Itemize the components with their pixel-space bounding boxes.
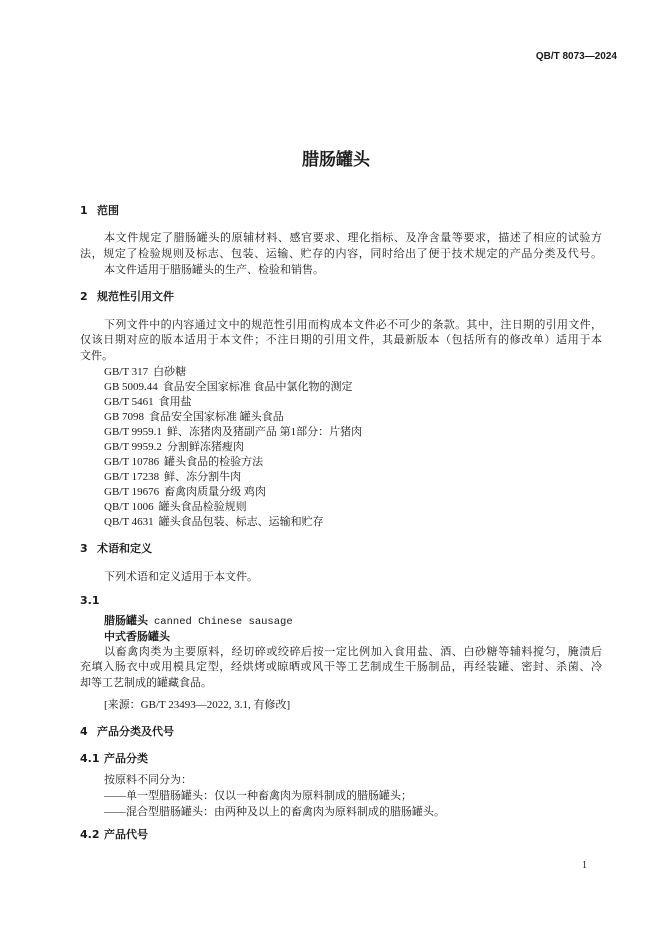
section-number: 2	[80, 290, 88, 303]
reference-item	[104, 364, 602, 380]
paragraph-line: 下列文件中的内容通过文中的规范性引用而构成本文件必不可少的条款。其中，注日期的引用文件，	[104, 319, 602, 331]
standard-number: QB/T 8073—2024	[535, 51, 617, 62]
paragraph-line: 文件。	[80, 350, 113, 362]
section-number: 3	[80, 542, 88, 555]
reference-title: 罐头食品的检验方法	[164, 456, 264, 468]
reference-title: 分割鲜冻猪瘦肉	[166, 441, 244, 453]
reference-item	[104, 439, 602, 455]
reference-code: GB/T 9959.1	[104, 426, 162, 438]
term-line	[104, 613, 602, 630]
reference-code: GB 7098	[104, 411, 145, 423]
section-title: 产品分类及代号	[97, 725, 174, 738]
section-heading-terms	[80, 541, 152, 557]
reference-item	[104, 484, 602, 500]
page-number: 1	[582, 860, 587, 871]
subsection-heading-product-code	[80, 827, 148, 843]
paragraph-line: 下列术语和定义适用于本文件。	[104, 571, 258, 583]
reference-title: 白砂糖	[153, 366, 187, 378]
reference-title: 畜禽肉质量分级 鸡肉	[164, 486, 266, 498]
reference-title: 罐头食品包装、标志、运输和贮存	[158, 516, 324, 528]
reference-item	[104, 469, 602, 485]
subsection-heading-classification	[80, 751, 148, 767]
definition-line: 却等工艺制成的罐藏食品。	[80, 677, 212, 689]
section-number: 4	[80, 725, 88, 738]
paragraph-line: 按原料不同分为：	[104, 774, 192, 786]
definition-line: 以畜禽肉类为主要原料，经切碎或绞碎后按一定比例加入食用盐、酒、白砂糖等辅料搅匀，腌渍后	[104, 646, 602, 658]
reference-code: GB/T 10786	[104, 456, 160, 468]
term-en: canned Chinese sausage	[154, 616, 293, 628]
reference-title: 食品安全国家标准 罐头食品	[149, 411, 284, 423]
paragraph-line: 仅该日期对应的版本适用于本文件；不注日期的引用文件，其最新版本（包括所有的修改单）适用于本	[80, 334, 602, 346]
reference-code: QB/T 1006	[104, 501, 154, 513]
reference-item	[104, 409, 602, 425]
reference-item	[104, 499, 602, 515]
classification-item: ——单一型腊肠罐头：仅以一种畜禽肉为原料制成的腊肠罐头；	[104, 790, 412, 802]
reference-item	[104, 514, 602, 530]
reference-title: 食用盐	[158, 396, 192, 408]
reference-title: 罐头食品检验规则	[158, 501, 247, 513]
reference-code: GB/T 17238	[104, 471, 160, 483]
reference-code: GB/T 19676	[104, 486, 160, 498]
paragraph-line: 法，规定了检验规则及标志、包装、运输、贮存的内容，同时给出了便于技术规定的产品分类及代号。	[80, 248, 602, 260]
reference-title: 食品安全国家标准 食品中氯化物的测定	[162, 381, 353, 393]
definition-line: 充填入肠衣中或用模具定型，经烘烤或晾晒或风干等工艺制成生干肠制品，再经装罐、密封、杀菌、冷	[80, 661, 602, 673]
paragraph-line: 本文件适用于腊肠罐头的生产、检验和销售。	[104, 264, 324, 276]
reference-code: QB/T 4631	[104, 516, 154, 528]
section-heading-classification	[80, 724, 174, 740]
section-heading-references	[80, 289, 174, 305]
section-number: 1	[80, 204, 88, 217]
reference-item	[104, 424, 602, 440]
term-zh: 腊肠罐头	[104, 614, 148, 627]
reference-item	[104, 394, 602, 410]
reference-item	[104, 454, 602, 470]
subsection-number: 4.2	[80, 828, 100, 841]
document-title: 腊肠罐头	[302, 150, 370, 170]
reference-code: GB/T 9959.2	[104, 441, 162, 453]
term-entry-number: 3.1	[80, 594, 100, 607]
section-title: 术语和定义	[97, 542, 152, 555]
reference-code: GB/T 317	[104, 366, 149, 378]
reference-code: GB/T 5461	[104, 396, 154, 408]
reference-title: 鲜、冻猪肉及猪副产品 第1部分：片猪肉	[166, 426, 363, 438]
reference-code: GB 5009.44	[104, 381, 158, 393]
term-source: [来源：GB/T 23493—2022, 3.1, 有修改]	[104, 699, 291, 711]
subsection-number: 4.1	[80, 752, 100, 765]
subsection-title: 产品代号	[104, 828, 148, 841]
reference-item	[104, 379, 602, 395]
paragraph-line: 本文件规定了腊肠罐头的原辅材料、感官要求、理化指标、及净含量等要求，描述了相应的试验方	[104, 232, 602, 244]
subsection-title: 产品分类	[104, 752, 148, 765]
reference-title: 鲜、冻分割牛肉	[164, 471, 242, 483]
section-heading-scope	[80, 203, 119, 219]
term-synonym: 中式香肠罐头	[104, 630, 170, 643]
section-title: 范围	[97, 204, 119, 217]
classification-item: ——混合型腊肠罐头：由两种及以上的畜禽肉为原料制成的腊肠罐头。	[104, 806, 445, 818]
section-title: 规范性引用文件	[97, 290, 174, 303]
